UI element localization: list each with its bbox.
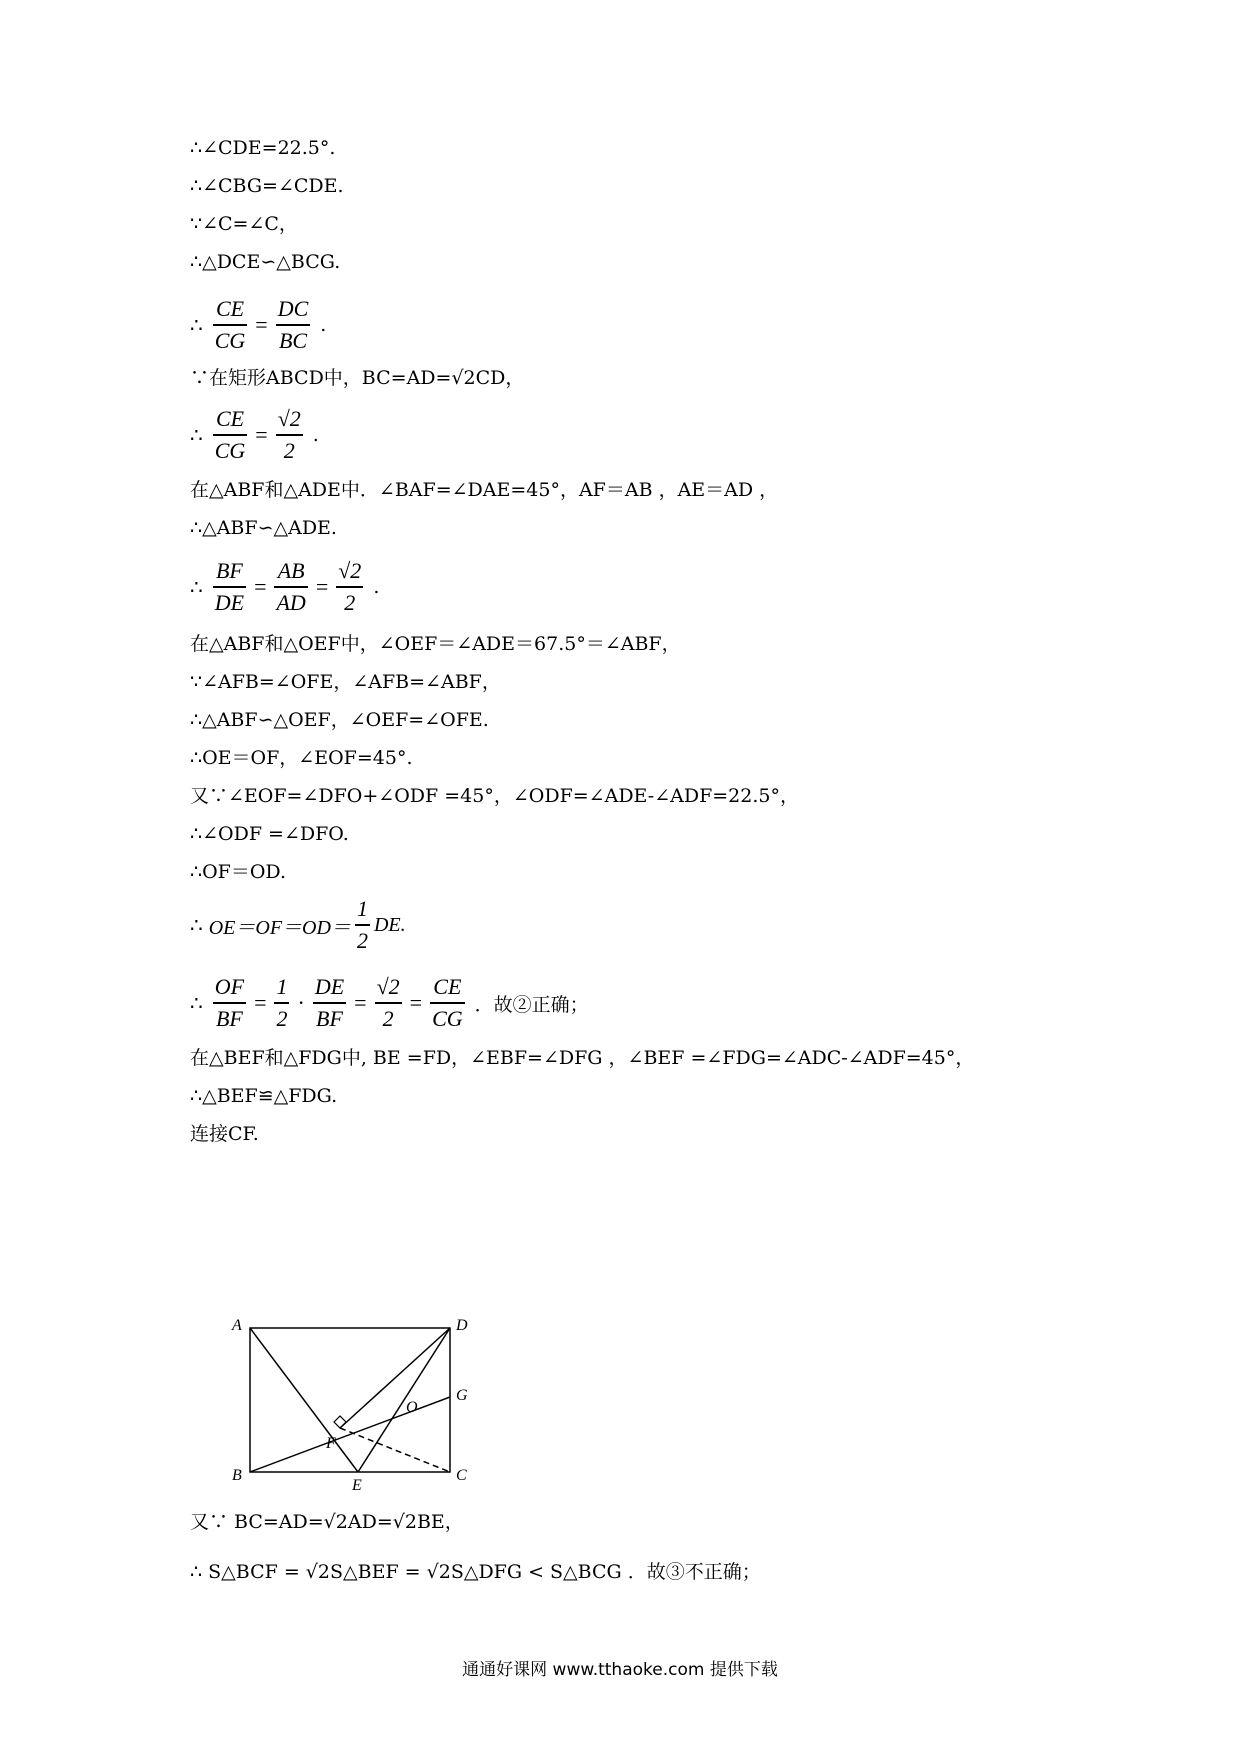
label-f: F (326, 1435, 336, 1452)
proof-line: 在△ABF和△OEF中，∠OEF＝∠ADE＝67.5°＝∠ABF， (190, 633, 681, 655)
label-a: A (232, 1317, 242, 1334)
rectangle-abcd (250, 1328, 450, 1472)
segment-ae (250, 1328, 358, 1472)
therefore-symbol: ∴ (190, 313, 203, 337)
proof-line: ∴OF＝OD. (190, 861, 287, 883)
fraction-equation: ∴ OE＝OF＝OD＝ $\frac{1}{2}$ DE. (190, 896, 406, 953)
fraction-equation: ∴ $\frac{OF}{BF}$ = $\frac{1}{2}$ · $\frac{DE}{BF}$ = $\frac{√2}{2}$ = $\frac{CE}{CG}$ ．故②正确； (190, 974, 589, 1031)
label-o: O (406, 1399, 418, 1416)
fraction-equation: ∴ $\frac{BF}{DE}$ = $\frac{AB}{AD}$ = $\frac{√2}{2}$ . (190, 558, 380, 615)
label-g: G (456, 1387, 468, 1404)
proof-line: 在△BEF和△FDG中, BE =FD，∠EBF=∠DFG ，∠BEF =∠FDG=∠ADC-∠ADF=45°， (190, 1047, 975, 1069)
label-c: C (456, 1467, 467, 1484)
label-b: B (232, 1467, 242, 1484)
proof-line: 连接CF. (190, 1123, 259, 1145)
fraction: $\frac{DC}{BC}$ (277, 296, 309, 353)
fraction: $\frac{CE}{CG}$ (214, 296, 246, 353)
proof-line: ∵∠AFB=∠OFE，∠AFB=∠ABF， (190, 671, 501, 693)
footer-source: 通通好课网 www.tthaoke.com 提供下载 (462, 1660, 778, 1680)
proof-line: ∴△ABF∽△ADE. (190, 517, 337, 539)
proof-line: ∴∠CDE=22.5°. (190, 137, 336, 159)
proof-line: ∵∠C=∠C， (190, 213, 298, 235)
proof-line: ∴OE＝OF，∠EOF=45°. (190, 747, 413, 769)
right-angle-mark (334, 1416, 346, 1428)
fraction-equation: ∴ $\frac{CE}{CG}$ = $\frac{DC}{BC}$ . (190, 290, 326, 360)
label-e: E (352, 1477, 362, 1490)
proof-line: ∴△BEF≌△FDG. (190, 1085, 338, 1107)
geometry-figure (220, 1300, 480, 1490)
proof-line: ∴△DCE∽△BCG. (190, 251, 341, 273)
proof-line: ∴∠CBG=∠CDE. (190, 175, 344, 197)
proof-line: 又∵ BC=AD=√2AD=√2BE， (190, 1511, 464, 1533)
fraction-equation: ∴ $\frac{CE}{CG}$ = $\frac{√2}{2}$ . (190, 406, 319, 463)
proof-line: 又∵∠EOF=∠DFO+∠ODF =45°，∠ODF=∠ADE-∠ADF=22.5°， (190, 785, 799, 807)
proof-line-area-comparison: ∴ S△BCF = √2S△BEF = √2S△DFG < S△BCG ．故③不正确； (190, 1561, 761, 1583)
proof-line: 在△ABF和△ADE中．∠BAF=∠DAE=45°，AF＝AB ，AE＝AD ， (190, 479, 779, 501)
segment-fc-dashed (340, 1428, 450, 1472)
proof-line: ∵在矩形ABCD中，BC=AD=√2CD， (190, 367, 525, 389)
proof-line: ∴∠ODF =∠DFO. (190, 823, 349, 845)
label-d: D (456, 1317, 468, 1334)
proof-line: ∴△ABF∽△OEF，∠OEF=∠OFE. (190, 709, 489, 731)
